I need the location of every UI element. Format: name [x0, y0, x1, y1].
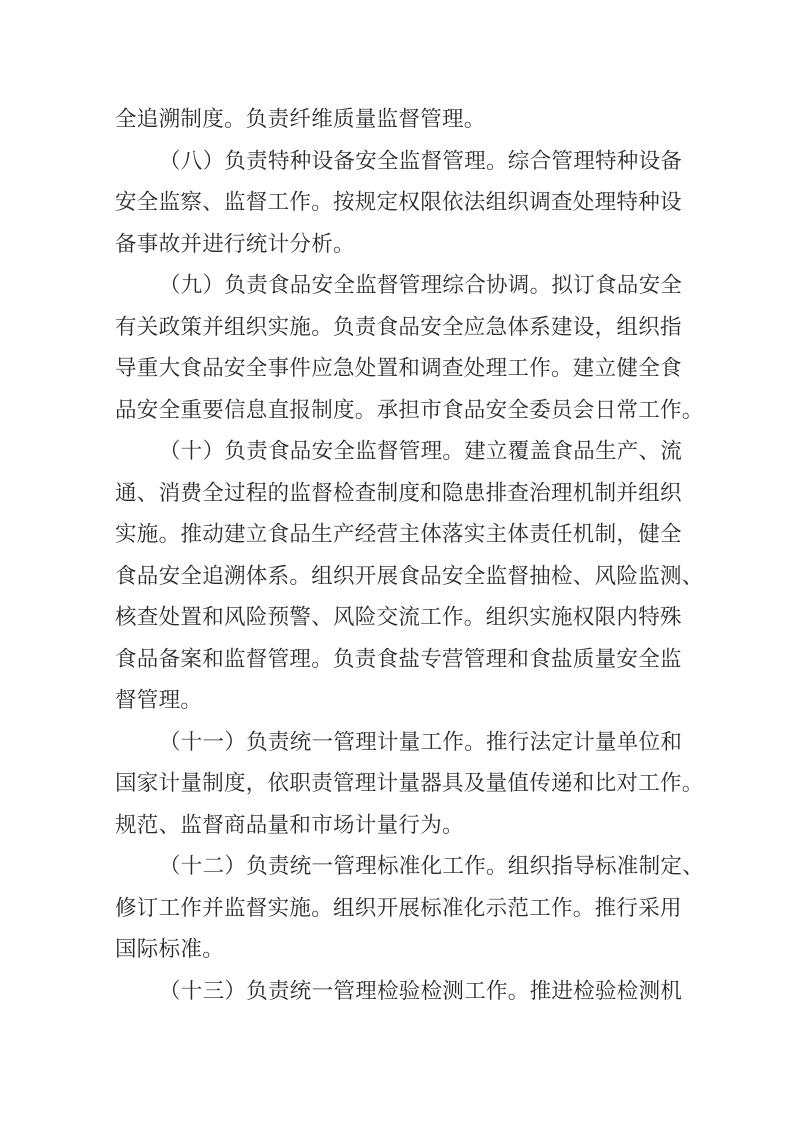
text-line: 实施。推动建立食品生产经营主体落实主体责任机制，健全	[115, 522, 682, 547]
text-line: 核查处置和风险预警、风险交流工作。组织实施权限内特殊	[115, 605, 682, 630]
text-line: （九）负责食品安全监督管理综合协调。拟订食品安全	[159, 273, 683, 298]
paragraph	[115, 265, 755, 431]
text-line: 有关政策并组织实施。负责食品安全应急体系建设，组织指	[115, 314, 682, 340]
text-line: 修订工作并监督实施。组织开展标准化示范工作。推行采用	[115, 895, 682, 921]
text-line: 通、消费全过程的监督检查制度和隐患排查治理机制并组织	[115, 480, 682, 506]
text-line: 国家计量制度，依职责管理计量器具及量值传递和比对工作。	[115, 771, 704, 796]
text-line: 督管理。	[115, 688, 203, 713]
text-line: 导重大食品安全事件应急处置和调查处理工作。建立健全食	[115, 356, 682, 381]
text-line: （十二）负责统一管理标准化工作。组织指导标准制定、	[159, 854, 705, 879]
paragraph	[115, 141, 755, 266]
text-line: （十一）负责统一管理计量工作。推行法定计量单位和	[159, 729, 683, 755]
text-line: （十三）负责统一管理检验检测工作。推进检验检测机	[159, 978, 683, 1004]
text-line: （八）负责特种设备安全监督管理。综合管理特种设备	[159, 148, 683, 174]
paragraph	[115, 846, 755, 971]
text-line: 备事故并进行统计分析。	[115, 231, 355, 257]
document-page	[115, 99, 755, 1012]
paragraph	[115, 431, 755, 722]
text-line: 全追溯制度。负责纤维质量监督管理。	[115, 107, 486, 132]
text-line: （十）负责食品安全监督管理。建立覆盖食品生产、流	[159, 439, 683, 464]
text-line: 国际标准。	[115, 937, 225, 962]
paragraph	[115, 722, 755, 847]
text-line: 食品安全追溯体系。组织开展食品安全监督抽检、风险监测、	[115, 563, 704, 589]
text-line: 食品备案和监督管理。负责食盐专营管理和食盐质量安全监	[115, 646, 682, 672]
paragraph	[115, 971, 755, 1013]
paragraph	[115, 99, 755, 141]
text-line: 品安全重要信息直报制度。承担市食品安全委员会日常工作。	[115, 397, 704, 423]
text-line: 安全监察、监督工作。按规定权限依法组织调查处理特种设	[115, 190, 682, 215]
text-line: 规范、监督商品量和市场计量行为。	[115, 812, 464, 838]
